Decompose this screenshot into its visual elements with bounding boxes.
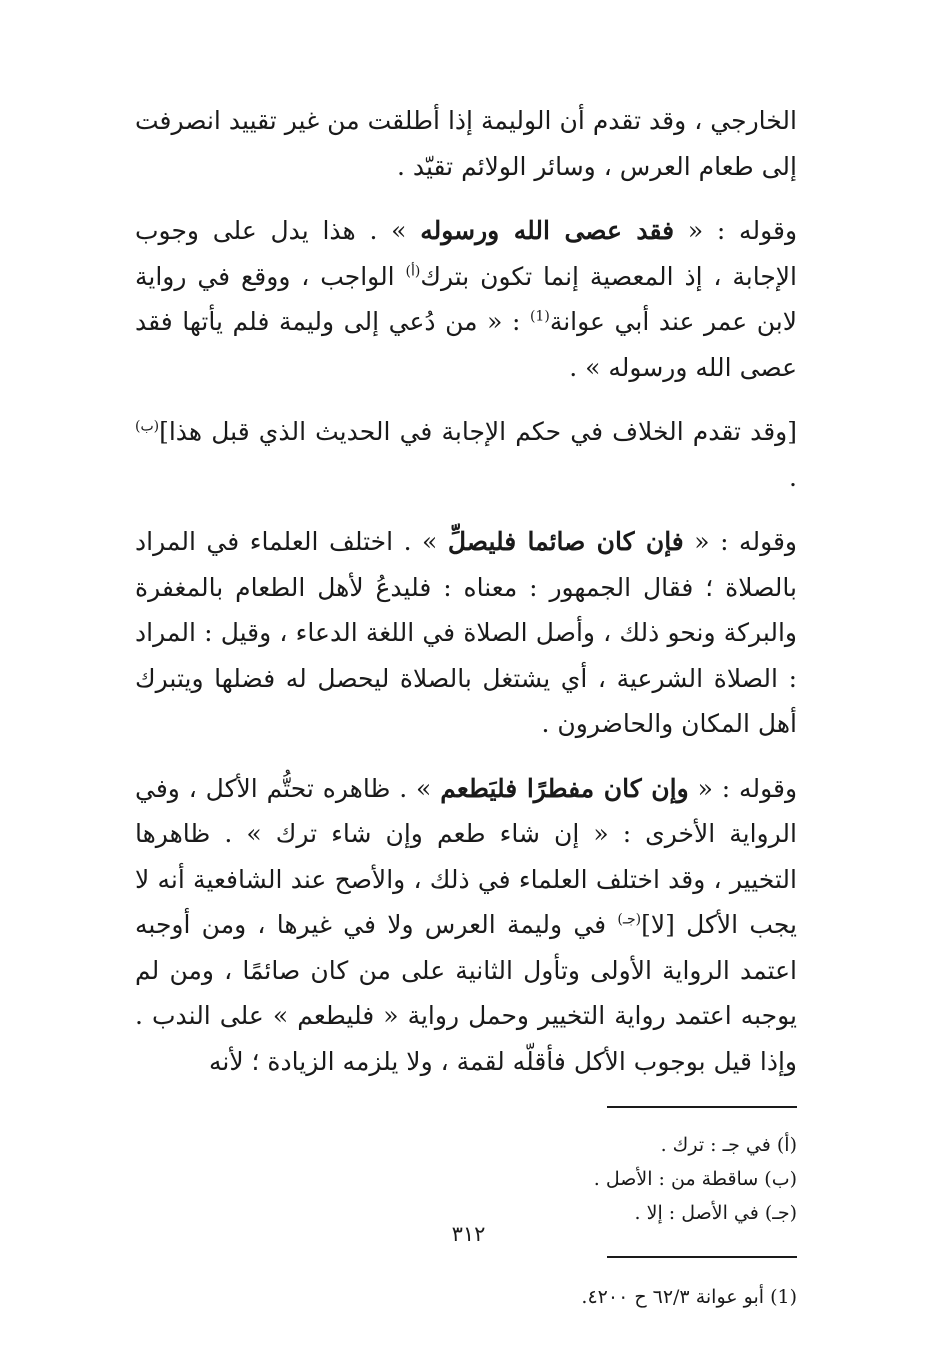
apparatus-note: (جـ) في الأصل : إلا . bbox=[634, 1202, 797, 1224]
paragraph-1: الخارجي ، وقد تقدم أن الوليمة إذا أطلقت من غير تقييد انصرفت إلى طعام العرس ، وسائر الولائم تقيّد . bbox=[135, 106, 797, 181]
paragraph-5-text-a: » . ظاهره تحتُّم الأكل ، وفي الرواية الأخرى : « إن شاء طعم وإن شاء ترك » . ظاهرها التخيير ، وقد اختلف العلماء في ذلك ، والأصح عند الشافعية أنه لا يجب الأكل [لا] bbox=[135, 773, 798, 939]
paragraph-4 bbox=[135, 519, 797, 747]
footnote-mark-b[interactable]: (ب) bbox=[135, 418, 160, 435]
paragraph-4-text: » . اختلف العلماء في المراد بالصلاة ؛ فقال الجمهور : معناه : فليدعُ لأهل الطعام بالمغفرة والبركة ونحو ذلك ، وأصل الصلاة في اللغة الدعاء ، وقيل : المراد : الصلاة الشرعية ، أي يشتغل بالصلاة ليحصل له فضلها ويتبرك أهل المكان والحاضرون . bbox=[135, 527, 797, 738]
paragraph-2 bbox=[135, 208, 797, 390]
paragraph-3-end: . bbox=[789, 462, 797, 492]
paragraph-2-text-c: : « من دُعي إلى وليمة فلم يأتها فقد عصى الله ورسوله » . bbox=[135, 307, 797, 382]
apparatus-note: (أ) في جـ : ترك . bbox=[660, 1134, 797, 1156]
apparatus-note: (ب) ساقطة من : الأصل . bbox=[593, 1168, 797, 1190]
footnote-mark-a[interactable]: (أ) bbox=[405, 263, 421, 280]
footnote-mark-c[interactable]: (جـ) bbox=[617, 911, 642, 928]
paragraph-2-lead: وقوله : « bbox=[687, 216, 798, 245]
paragraph-5-text-b: في وليمة العرس ولا في غيرها ، ومن أوجبه اعتمد الرواية الأولى وتأول الثانية على من كان صائمًا ، ومن لم يوجبه اعتمد رواية التخيير وحمل رواية « فليطعم » على الندب . وإذا قيل بوجوب الأكل فأقلّه لقمة ، ولا يلزمه الزيادة ؛ لأنه bbox=[135, 910, 797, 1076]
paragraph-3 bbox=[135, 409, 797, 500]
source-notes bbox=[135, 1280, 797, 1314]
footnote-divider bbox=[607, 1106, 797, 1108]
page-number: ٣١٢ bbox=[451, 1222, 486, 1246]
main-text bbox=[135, 98, 797, 1084]
paragraph-4-lead: وقوله : « bbox=[694, 527, 798, 556]
paragraph-2-text-a: » . هذا يدل على وجوب الإجابة ، إذ المعصية إنما تكون بترك bbox=[135, 216, 797, 291]
hadith-quote-1: فقد عصى الله ورسوله bbox=[420, 216, 675, 245]
footnote-mark-1[interactable]: (1) bbox=[529, 308, 550, 325]
hadith-quote-3: وإن كان مفطرًا فليَطعم bbox=[440, 773, 689, 803]
hadith-quote-2: فإن كان صائما فليصلِّ bbox=[447, 527, 684, 556]
paragraph-2-text-b: الواجب ، ووقع في رواية لابن عمر عند أبي عوانة bbox=[135, 261, 797, 336]
paragraph-3-text: [وقد تقدم الخلاف في حكم الإجابة في الحديث الذي قبل هذا] bbox=[159, 417, 797, 446]
source-divider bbox=[607, 1256, 797, 1258]
source-note: (1) أبو عوانة ٦٢/٣ ح ٤٢٠٠. bbox=[581, 1286, 797, 1308]
paragraph-5-lead: وقوله : « bbox=[697, 773, 798, 803]
paragraph-5 bbox=[135, 766, 797, 1085]
apparatus-notes bbox=[135, 1128, 797, 1230]
